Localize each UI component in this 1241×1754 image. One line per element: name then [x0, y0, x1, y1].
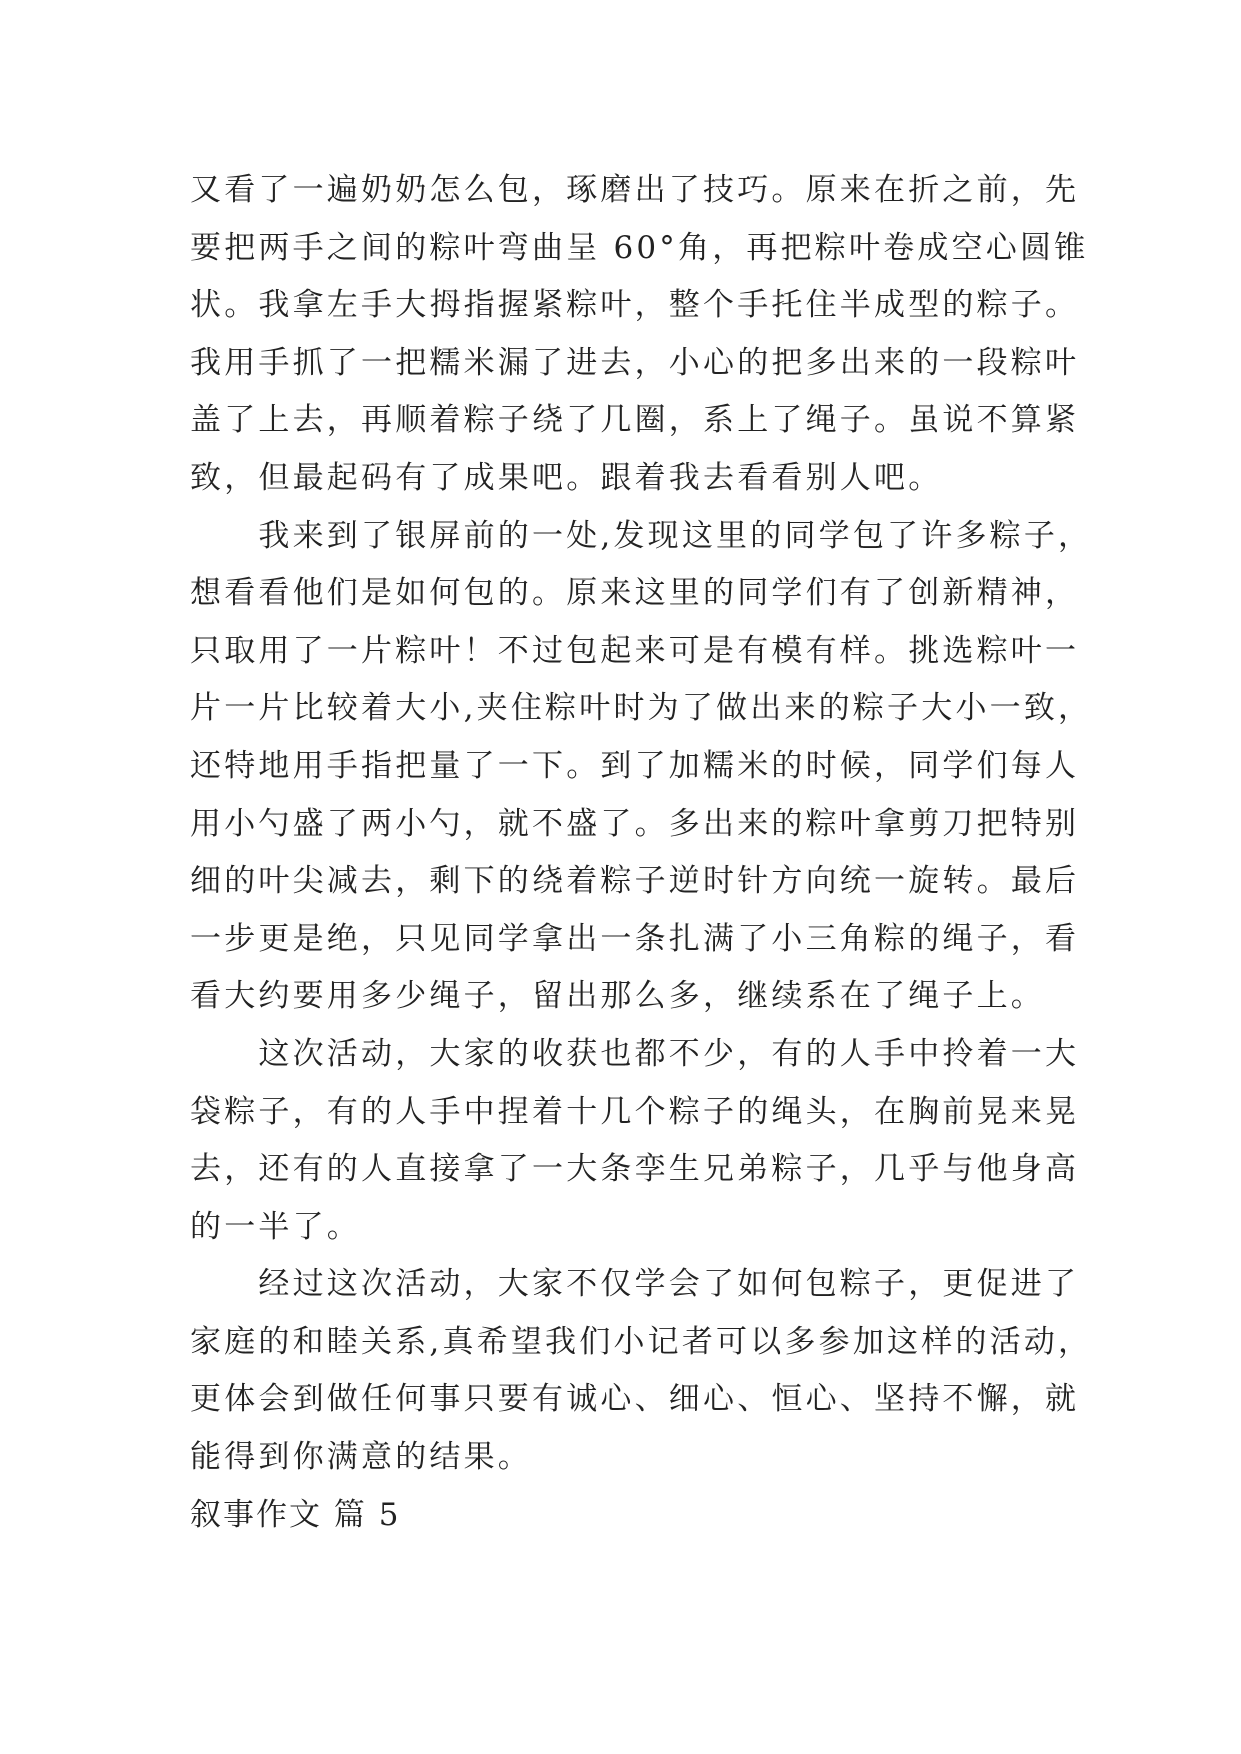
text-line: 我用手抓了一把糯米漏了进去，小心的把多出来的一段粽叶: [190, 344, 1080, 381]
text-line: 能得到你满意的结果。: [190, 1439, 532, 1476]
text-line: 用小勺盛了两小勺，就不盛了。多出来的粽叶拿剪刀把特别: [190, 805, 1080, 842]
text-line: 致，但最起码有了成果吧。跟着我去看看别人吧。: [190, 459, 943, 496]
text-line: 还特地用手指把量了一下。到了加糯米的时候，同学们每人: [190, 747, 1080, 784]
text-line: 看大约要用多少绳子，留出那么多，继续系在了绳子上。: [190, 978, 1045, 1015]
text-line: 这次活动，大家的收获也都不少，有的人手中拎着一大: [190, 1035, 1080, 1072]
text-line: 状。我拿左手大拇指握紧粽叶，整个手托住半成型的粽子。: [190, 287, 1080, 324]
text-line: 想看看他们是如何包的。原来这里的同学们有了创新精神，: [190, 575, 1080, 612]
text-line: 我来到了银屏前的一处,发现这里的同学包了许多粽子，: [190, 517, 1093, 554]
text-line: 的一半了。: [190, 1208, 361, 1245]
text-line: 家庭的和睦关系,真希望我们小记者可以多参加这样的活动，: [190, 1323, 1093, 1360]
text-line: 又看了一遍奶奶怎么包，琢磨出了技巧。原来在折之前，先: [190, 172, 1080, 208]
text-line: 去，还有的人直接拿了一大条孪生兄弟粽子，几乎与他身高: [190, 1151, 1080, 1188]
text-line: 片一片比较着大小,夹住粽叶时为了做出来的粽子大小一致，: [190, 690, 1093, 727]
section-heading: 叙事作文 篇 5: [190, 1496, 401, 1533]
text-line: 只取用了一片粽叶！不过包起来可是有模有样。挑选粽叶一: [190, 632, 1080, 669]
text-line: 盖了上去，再顺着粽子绕了几圈，系上了绳子。虽说不算紧: [190, 402, 1080, 439]
text-line: 一步更是绝，只见同学拿出一条扎满了小三角粽的绳子，看: [190, 920, 1080, 957]
text-line: 细的叶尖减去，剩下的绕着粽子逆时针方向统一旋转。最后: [190, 863, 1080, 900]
essay-body: [190, 162, 1093, 1544]
text-line: 经过这次活动，大家不仅学会了如何包粽子，更促进了: [190, 1266, 1080, 1303]
text-line: 更体会到做任何事只要有诚心、细心、恒心、坚持不懈，就: [190, 1381, 1080, 1418]
text-line: 袋粽子，有的人手中捏着十几个粽子的绳头，在胸前晃来晃: [190, 1093, 1080, 1130]
text-line: 要把两手之间的粽叶弯曲呈 60°角，再把粽叶卷成空心圆锥: [190, 229, 1089, 266]
